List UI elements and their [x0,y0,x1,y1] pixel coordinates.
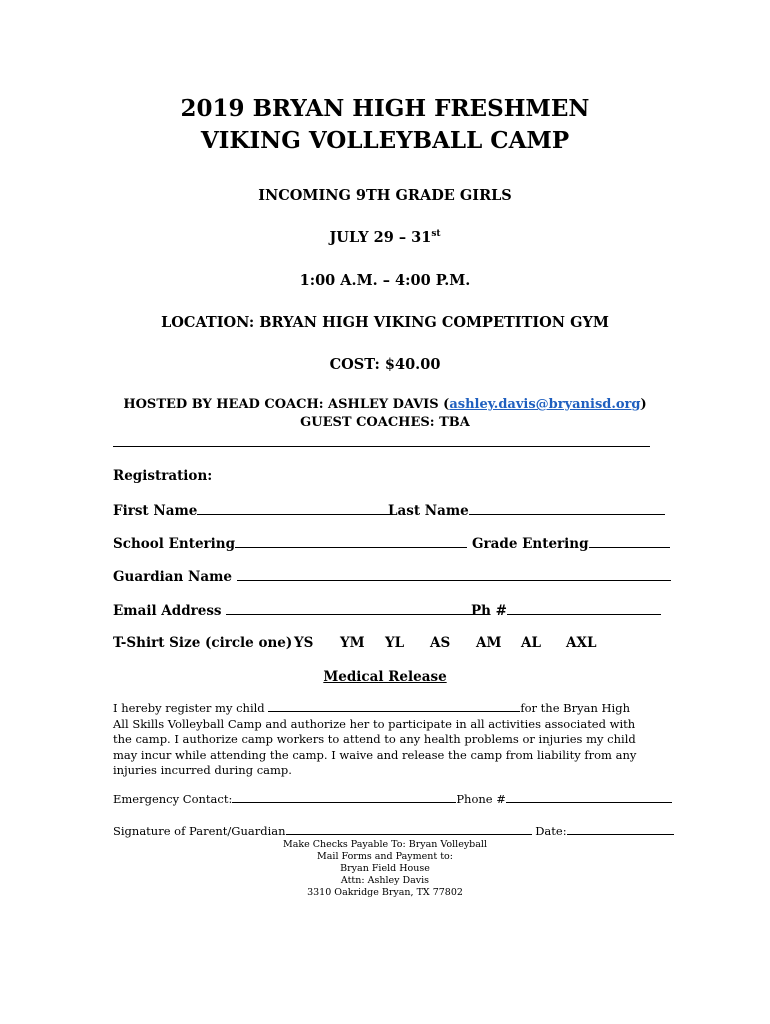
camp-time: 1:00 A.M. – 4:00 P.M. [299,272,471,289]
last-name-field[interactable] [469,502,665,515]
medical-text-rest: Skills Volleyball Camp and authorize her to participate in all activities associated with the camp. I authorize camp workers to attend to any health problems or injuries my child may incur while attending the camp. I waive and release the camp from liability from any injuries incurred during camp. [113,716,637,777]
email-row [113,602,488,619]
mailing-line-venue: Bryan Field House [340,863,430,874]
emergency-phone-field[interactable] [506,792,672,803]
guardian-name-label: Guardian Name [113,569,232,585]
child-name-field[interactable] [268,701,520,712]
medical-text-start: I hereby register my child [113,701,265,715]
grade-entering-row [472,535,670,552]
email-field[interactable] [226,602,488,615]
signature-field[interactable] [286,824,532,835]
first-name-field[interactable] [197,502,393,515]
mailing-line-attn: Attn: Ashley Davis [340,875,430,886]
medical-release-heading: Medical Release [323,669,447,685]
date-label: Date: [535,824,567,838]
audience: INCOMING 9TH GRADE GIRLS [258,187,512,204]
mailing-line-checks: Make Checks Payable To: Bryan Volleyball [282,839,488,850]
emergency-phone-label: Phone # [456,792,506,806]
grade-entering-label: Grade Entering [472,536,589,552]
email-label: Email Address [113,603,222,619]
camp-dates-text: JULY 29 – 31 [329,229,432,246]
camp-dates [0,229,770,246]
phone-row [471,602,661,619]
signature-label: Signature of Parent/Guardian [113,824,286,838]
medical-release-paragraph [113,701,645,779]
emergency-contact-row [113,792,672,808]
grade-entering-field[interactable] [589,535,670,548]
date-field[interactable] [567,824,674,835]
coach-email-link[interactable]: ashley.davis@bryanisd.org [449,397,641,412]
tshirt-size-as[interactable]: AS [430,635,451,651]
school-entering-label: School Entering [113,536,236,552]
guardian-name-field[interactable] [237,568,671,581]
phone-field[interactable] [507,602,661,615]
tshirt-size-ys[interactable]: YS [294,635,314,651]
school-entering-field[interactable] [235,535,467,548]
medical-text-continue: for the Bryan High All [113,701,631,731]
mailing-line-forms: Mail Forms and Payment to: [317,851,453,862]
tshirt-size-ym[interactable]: YM [340,635,365,651]
registration-heading: Registration: [113,468,213,484]
hosted-by-suffix: ) [640,397,647,412]
first-name-label: First Name [113,503,198,519]
emergency-contact-label: Emergency Contact: [113,792,233,806]
tshirt-size-axl[interactable]: AXL [566,635,597,651]
camp-cost: COST: $40.00 [329,356,441,373]
signature-row [113,824,674,840]
emergency-contact-field[interactable] [232,792,456,803]
tshirt-size-yl[interactable]: YL [385,635,405,651]
title-line-1: 2019 BRYAN HIGH FRESHMEN [180,95,590,122]
mailing-line-address: 3310 Oakridge Bryan, TX 77802 [307,887,463,898]
camp-dates-sup: st [431,229,441,240]
phone-label: Ph # [471,603,507,619]
hosted-by [0,397,770,412]
guest-coaches: GUEST COACHES: TBA [300,415,470,430]
hosted-by-prefix: HOSTED BY HEAD COACH: ASHLEY DAVIS ( [123,397,450,412]
tshirt-label: T-Shirt Size (circle one) [113,635,293,651]
mailing-info [0,839,770,899]
section-divider [113,446,650,447]
tshirt-size-al[interactable]: AL [521,635,541,651]
camp-location: LOCATION: BRYAN HIGH VIKING COMPETITION GYM [161,314,609,331]
school-entering-row [113,535,467,552]
guardian-name-row [113,568,671,585]
last-name-label: Last Name [388,503,469,519]
first-name-row [113,502,393,519]
tshirt-size-am[interactable]: AM [476,635,502,651]
last-name-row [388,502,665,519]
title-line-2: VIKING VOLLEYBALL CAMP [200,127,570,154]
